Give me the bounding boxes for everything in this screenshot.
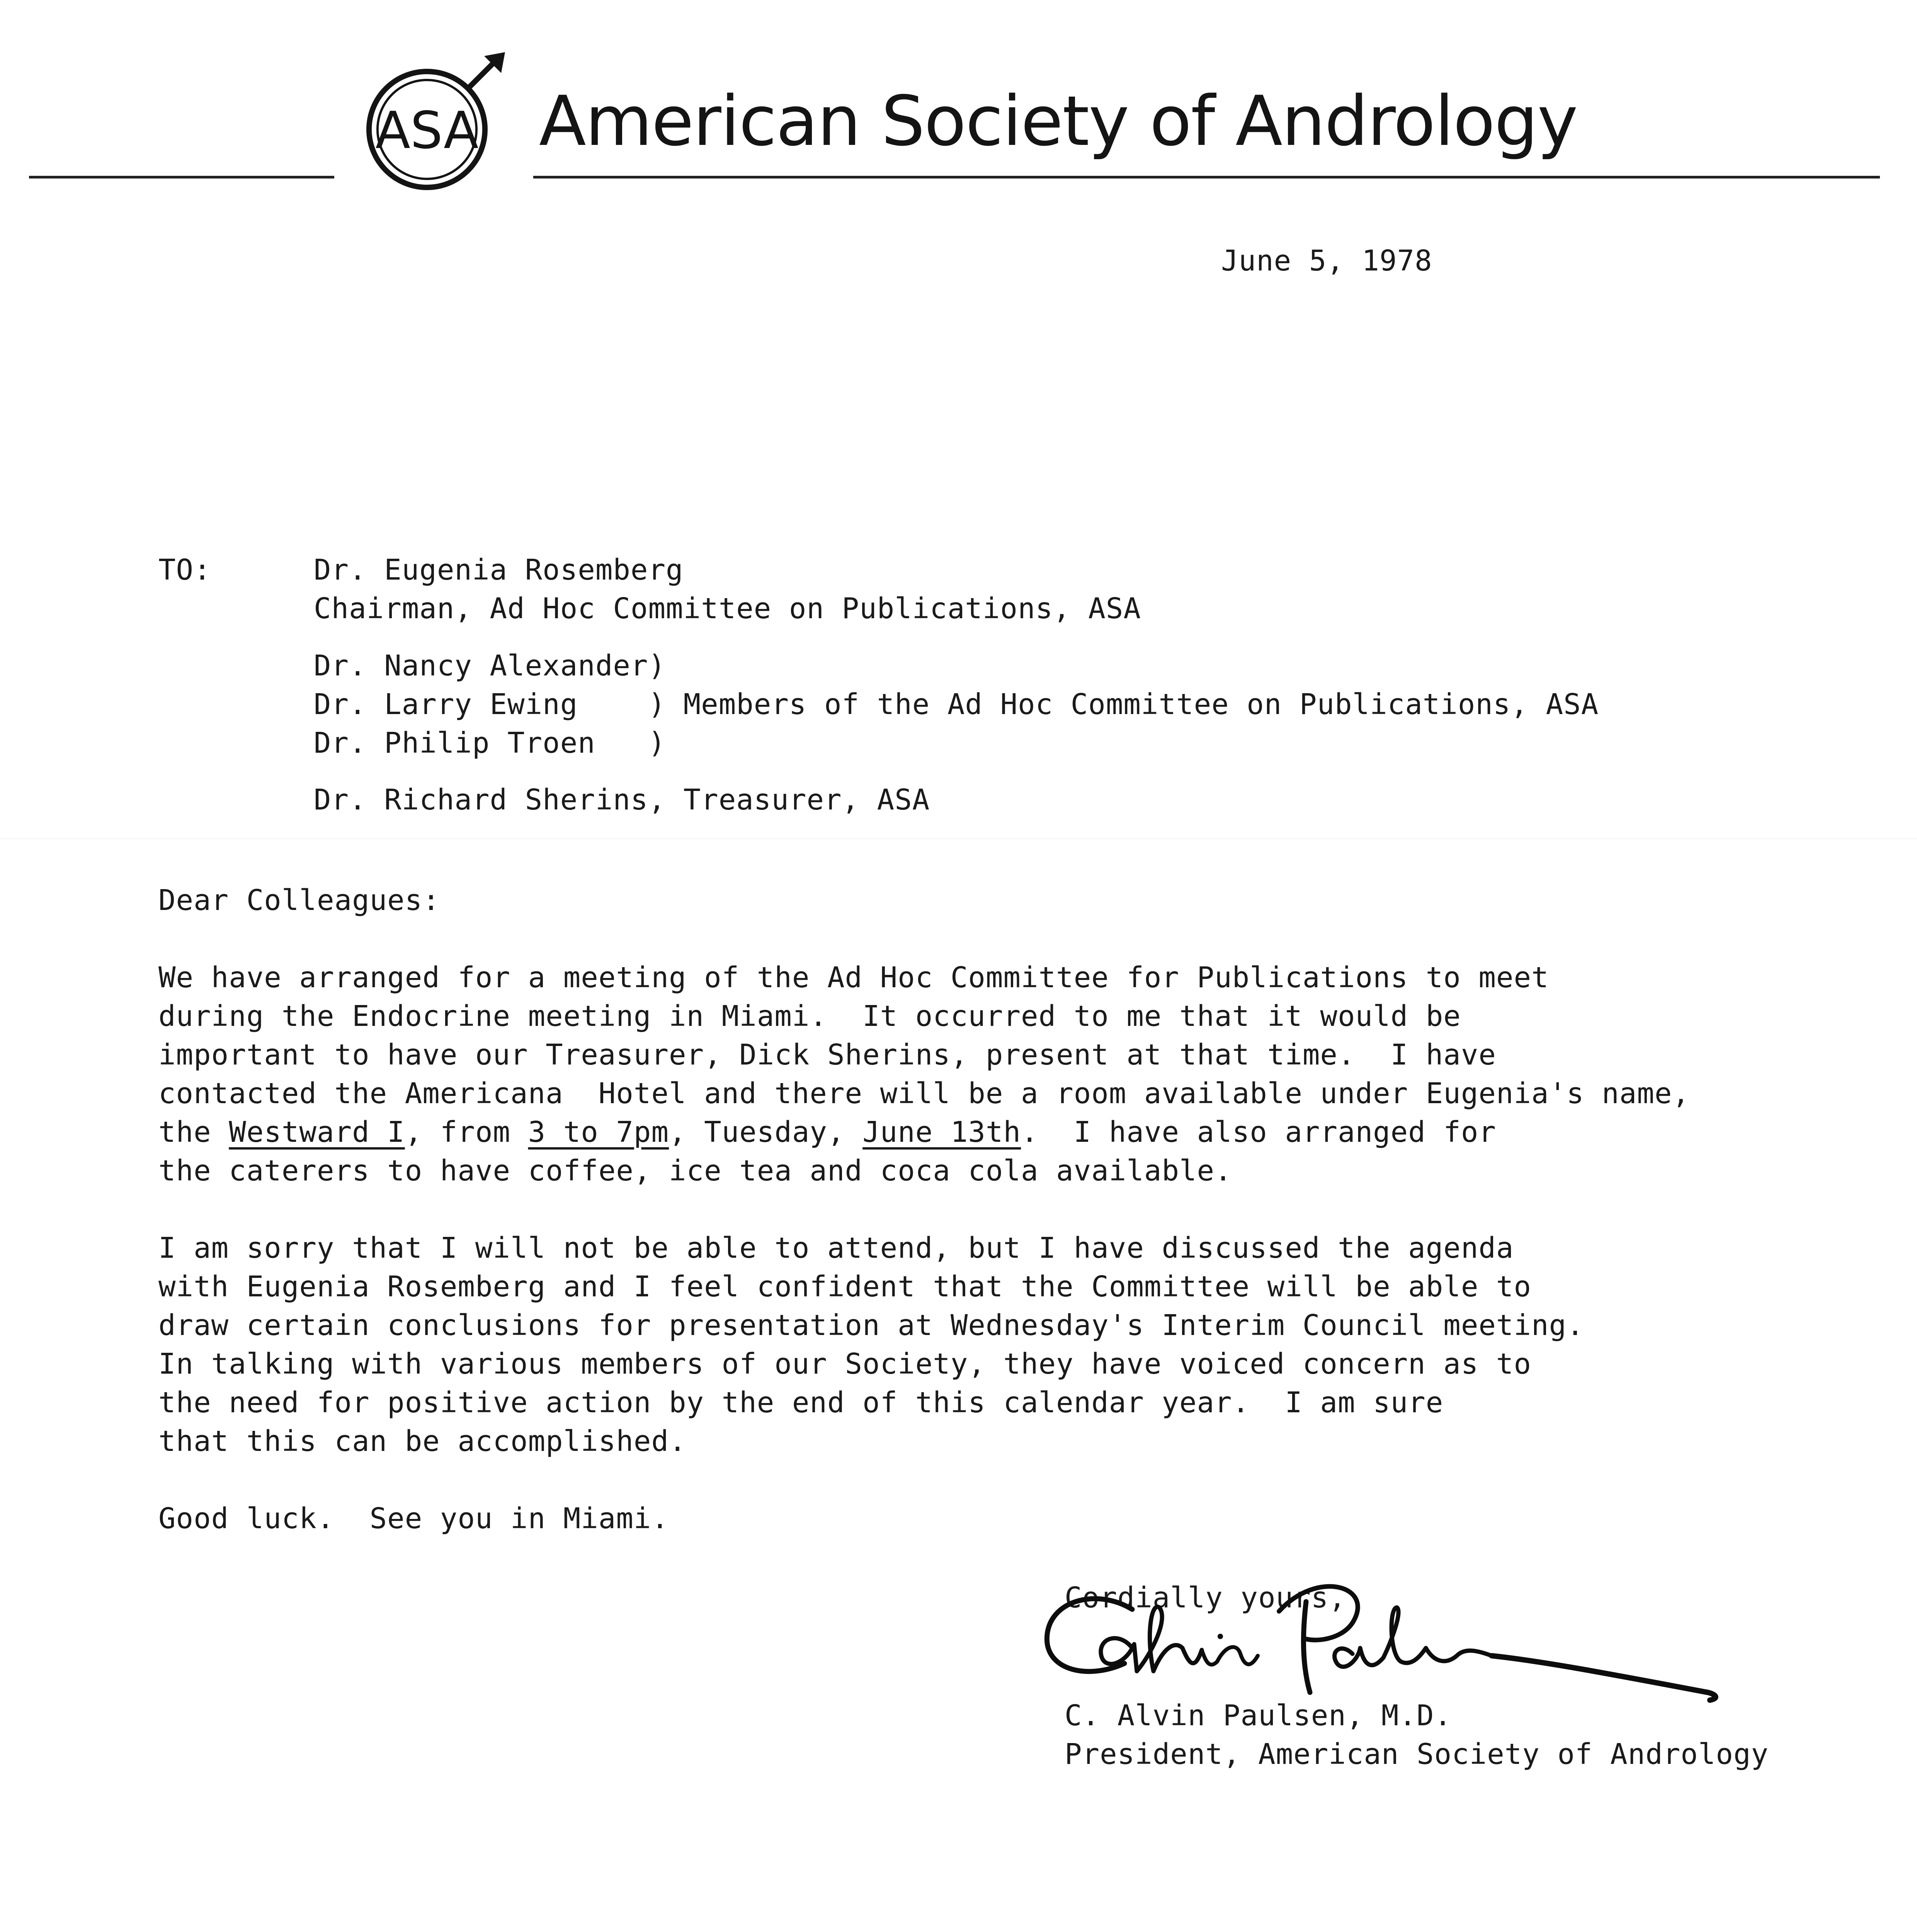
body-line: I am sorry that I will not be able to attend, but I have discussed the agenda: [158, 1231, 1514, 1265]
recipient-member-line: Dr. Larry Ewing ) Members of the Ad Hoc Committee on Publications, ASA: [314, 688, 1599, 721]
signer-name: C. Alvin Paulsen, M.D.: [1065, 1699, 1452, 1732]
recipient-member-line: Dr. Philip Troen ): [314, 726, 666, 760]
meeting-room: Westward I: [229, 1116, 405, 1149]
meeting-date: June 13th: [862, 1116, 1021, 1149]
body-line: during the Endocrine meeting in Miami. It occurred to me that it would be: [158, 1000, 1461, 1033]
body-text: , Tuesday,: [669, 1116, 863, 1149]
letterhead-rule-left: [29, 176, 334, 179]
meeting-time: 3 to 7pm: [528, 1116, 669, 1149]
asa-logo: [361, 52, 508, 199]
body-line: In talking with various members of our Society, they have voiced concern as to: [158, 1347, 1532, 1381]
logo-text: ASA: [375, 101, 479, 160]
letterhead-rule-right: [533, 176, 1880, 179]
body-line: important to have our Treasurer, Dick Sherins, present at that time. I have: [158, 1038, 1496, 1071]
body-line: the need for positive action by the end of this calendar year. I am sure: [158, 1386, 1444, 1419]
body-line: contacted the Americana Hotel and there will be a room available under Eugenia's name,: [158, 1077, 1690, 1110]
recipient-chair-name: Dr. Eugenia Rosemberg: [314, 553, 684, 587]
body-line: with Eugenia Rosemberg and I feel confident that the Committee will be able to: [158, 1270, 1532, 1303]
body-text: , from: [405, 1116, 528, 1149]
recipient-member-line: Dr. Nancy Alexander): [314, 649, 666, 682]
to-label: TO:: [158, 553, 211, 587]
body-text: the: [158, 1116, 229, 1149]
body-line: [158, 1113, 1496, 1151]
organization-name: American Society of Andrology: [539, 81, 1577, 161]
body-line: We have arranged for a meeting of the Ad Hoc Committee for Publications to meet: [158, 961, 1549, 994]
valediction: Cordially yours,: [1065, 1581, 1346, 1614]
body-text: . I have also arranged for: [1021, 1116, 1496, 1149]
recipient-chair-title: Chairman, Ad Hoc Committee on Publications, ASA: [314, 592, 1141, 625]
body-line: that this can be accomplished.: [158, 1425, 687, 1458]
paper-fold-line: [0, 838, 1917, 839]
closing-line: Good luck. See you in Miami.: [158, 1502, 669, 1535]
body-line: the caterers to have coffee, ice tea and coca cola available.: [158, 1154, 1232, 1187]
letter-date: June 5, 1978: [1221, 244, 1432, 277]
signer-title: President, American Society of Andrology: [1065, 1738, 1769, 1771]
recipient-treasurer: Dr. Richard Sherins, Treasurer, ASA: [314, 783, 930, 816]
body-line: draw certain conclusions for presentation at Wednesday's Interim Council meeting.: [158, 1309, 1584, 1342]
salutation: Dear Colleagues:: [158, 884, 440, 917]
